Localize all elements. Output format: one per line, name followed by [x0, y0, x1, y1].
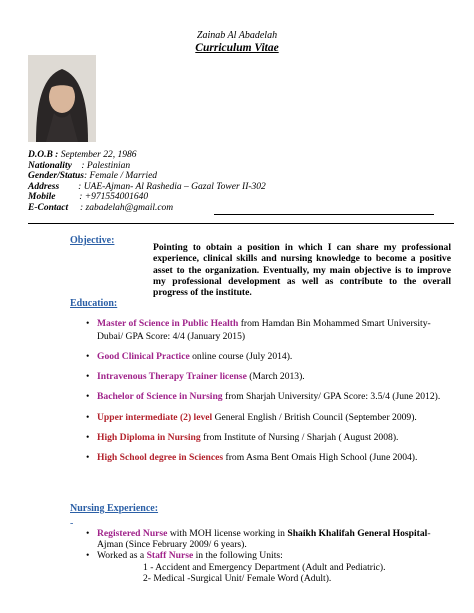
bullet-icon: • — [86, 431, 90, 443]
job-detail: with MOH license working in — [167, 528, 288, 539]
bullet-icon: • — [86, 371, 90, 383]
email-label: E-Contact — [28, 202, 69, 213]
degree-title: High School degree in Sciences — [97, 451, 224, 463]
bullet-icon: • — [86, 391, 90, 403]
bullet-icon: • — [86, 350, 90, 362]
dob-row — [28, 150, 266, 161]
degree-title: Intravenous Therapy Trainer license — [97, 371, 247, 383]
job-period: -Ajman (Since February 2009/ 6 years). — [97, 528, 431, 550]
bullet-icon: • — [86, 528, 90, 539]
email-row — [28, 203, 266, 214]
degree-detail: from Hamdan Bin Mohammed Smart University- Dubai/ GPA Score: 4/4 (January 2015) — [97, 318, 431, 342]
degree-detail: (March 2013). — [246, 371, 305, 383]
mobile-row — [28, 192, 266, 203]
short-rule — [214, 214, 434, 215]
list-item — [86, 371, 456, 384]
email-value: : zabadelah@gmail.com — [68, 202, 174, 213]
degree-title: Upper intermediate (2) level — [97, 411, 213, 423]
list-item — [86, 391, 456, 404]
section-divider — [28, 223, 454, 224]
mobile-value: : +971554001640 — [55, 192, 149, 203]
list-item — [86, 412, 456, 425]
objective-text: Pointing to obtain a position in which I can share my professional experience, clinical skills and nursing knowledge to become a positive asset to the organization. Eventually, my main objective is to improve my professional development as well as contribute to the overall progress of the institute. — [153, 242, 451, 299]
nationality-value: : Palestinian — [71, 160, 131, 171]
degree-title: Bachelor of Science in Nursing — [97, 391, 223, 403]
cv-title: Curriculum Vitae — [195, 42, 279, 54]
objective-heading: Objective: — [70, 235, 115, 246]
candidate-name: Zainab Al Abadelah — [196, 30, 278, 41]
degree-title: High Diploma in Nursing — [97, 431, 201, 443]
list-item — [86, 318, 456, 344]
degree-detail: General English / British Council (September 2009). — [212, 411, 417, 423]
degree-detail: from Sharjah University/ GPA Score: 3.5/4 (June 2012). — [222, 391, 441, 403]
nationality-label: Nationality — [28, 160, 72, 171]
job-title: Registered Nurse — [97, 528, 168, 539]
list-item — [86, 351, 456, 364]
gender-row — [28, 171, 266, 182]
degree-detail: from Institute of Nursing / Sharjah ( August 2008). — [200, 431, 399, 443]
education-heading: Education: — [70, 298, 118, 309]
gender-value: : Female / Married — [83, 171, 158, 182]
degree-detail: online course (July 2014). — [189, 350, 293, 362]
list-item — [86, 550, 456, 561]
job-title: Staff Nurse — [146, 550, 194, 561]
portrait-photo — [28, 55, 96, 142]
degree-detail: from Asma Bent Omais High School (June 2004). — [223, 451, 418, 463]
bullet-icon: • — [86, 451, 90, 463]
job-prefix: Worked as a — [97, 550, 147, 561]
bullet-icon: • — [86, 550, 90, 561]
units-list — [143, 562, 386, 584]
address-value: : UAE-Ajman- Al Rashedia – Gazal Tower II-302 — [59, 181, 266, 192]
dash-marker: - — [70, 518, 74, 529]
experience-heading: Nursing Experience: — [70, 503, 159, 514]
employer-name: Shaikh Khalifah General Hospital — [287, 528, 428, 539]
unit-item: 2- Medical -Surgical Unit/ Female Word (Adult). — [143, 573, 332, 584]
list-item — [86, 432, 456, 445]
degree-title: Good Clinical Practice — [97, 350, 190, 362]
mobile-label: Mobile — [28, 192, 56, 203]
portrait-icon — [28, 55, 96, 142]
address-row — [28, 182, 266, 193]
bullet-icon: • — [86, 411, 90, 423]
education-list — [86, 318, 456, 472]
job-detail: in the following Units: — [193, 550, 283, 561]
dob-label: D.O.B : — [28, 150, 59, 160]
gender-label: Gender/Status — [28, 171, 84, 182]
dob-value: September 22, 1986 — [58, 150, 137, 160]
nationality-row — [28, 161, 266, 172]
bullet-icon: • — [86, 318, 90, 329]
list-item — [86, 528, 456, 550]
personal-details — [28, 150, 266, 214]
address-label: Address — [28, 181, 60, 192]
unit-item: 1 - Accident and Emergency Department (Adult and Pediatric). — [143, 562, 386, 573]
degree-title: Master of Science in Public Health — [97, 318, 239, 329]
list-item — [86, 452, 456, 465]
experience-list — [86, 528, 456, 561]
